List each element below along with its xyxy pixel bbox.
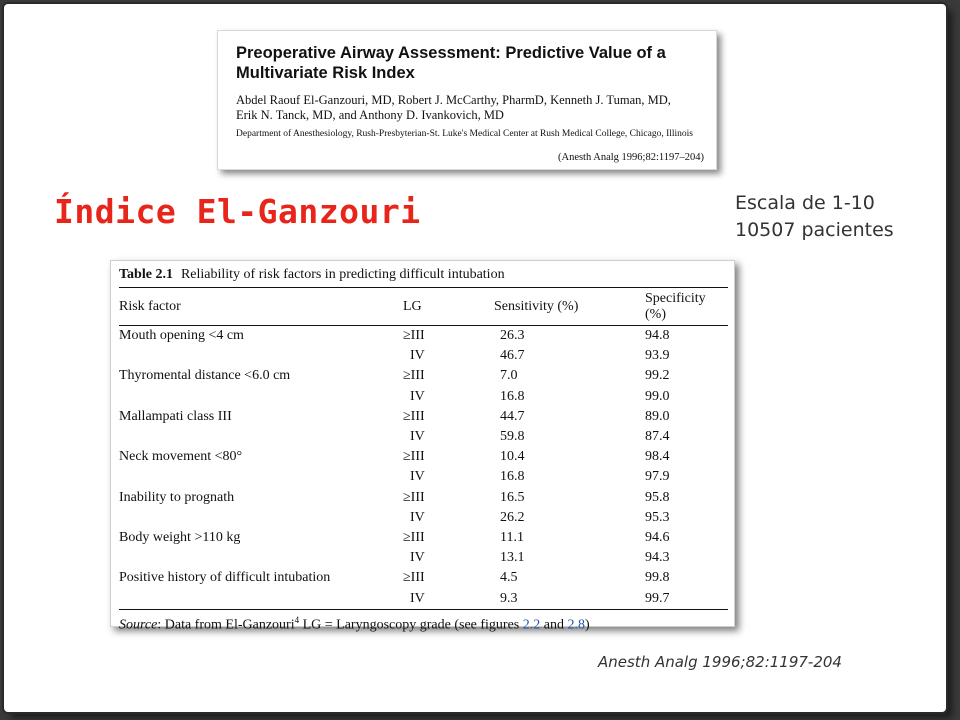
- cell-risk-factor: [119, 548, 403, 568]
- cell-specificity: 99.8: [645, 570, 670, 586]
- cell-specificity: 89.0: [645, 408, 670, 424]
- cell-specificity: 94.6: [645, 529, 670, 545]
- paper-authors-line2: Erik N. Tanck, MD, and Anthony D. Ivankovich, MD: [236, 108, 504, 122]
- table-row: [119, 407, 728, 427]
- source-rest: LG = Laryngoscopy grade (see figures: [299, 617, 523, 633]
- table-figure: [110, 260, 735, 633]
- header-lg: LG: [403, 288, 494, 326]
- paper-citation: (Anesth Analg 1996;82:1197–204): [557, 152, 704, 163]
- cell-risk-factor: [119, 508, 403, 528]
- cell-sensitivity: 7.0: [500, 368, 518, 384]
- cell-specificity: 87.4: [645, 429, 670, 445]
- risk-factor-table: [119, 287, 728, 610]
- header-specificity: Specificity (%): [645, 288, 728, 326]
- cell-sensitivity: 44.7: [500, 408, 525, 424]
- cell-specificity: 99.0: [645, 388, 670, 404]
- table-row: [119, 447, 728, 467]
- table-row: [119, 528, 728, 548]
- cell-risk-factor: [119, 346, 403, 366]
- table-label: Table 2.1: [119, 267, 173, 282]
- table-row: [119, 588, 728, 609]
- cell-lg: IV: [410, 348, 425, 364]
- table-header-row: [119, 288, 728, 326]
- cell-risk-factor: Mouth opening <4 cm: [119, 328, 244, 344]
- cell-lg: IV: [410, 388, 425, 404]
- cell-specificity: 99.7: [645, 588, 728, 609]
- cell-sensitivity: 26.3: [500, 328, 525, 344]
- cell-specificity: 95.3: [645, 509, 670, 525]
- source-ref: 4: [294, 614, 300, 625]
- note-patients: 10507 pacientes: [735, 219, 894, 241]
- cell-lg: IV: [410, 550, 425, 566]
- cell-sensitivity: 10.4: [500, 449, 525, 465]
- table-row: [119, 568, 728, 588]
- paper-authors-line1: Abdel Raouf El-Ganzouri, MD, Robert J. McCarthy, PharmD, Kenneth J. Tuman, MD,: [236, 93, 671, 107]
- table-row: [119, 508, 728, 528]
- paper-authors: [236, 93, 698, 123]
- cell-risk-factor: Thyromental distance <6.0 cm: [119, 368, 291, 384]
- cell-specificity: 94.8: [645, 328, 670, 344]
- cell-sensitivity: 4.5: [500, 570, 518, 586]
- figure-link-2-8[interactable]: 2.8: [567, 617, 585, 633]
- cell-lg: ≥III: [403, 408, 425, 424]
- cell-risk-factor: [119, 588, 403, 609]
- table-source: [119, 610, 728, 634]
- cell-lg: IV: [410, 469, 425, 485]
- paper-department: Department of Anesthesiology, Rush-Presbyterian-St. Luke's Medical Center at Rush Medical College, Chicago, Illinois: [236, 129, 694, 139]
- table-caption: [119, 265, 728, 285]
- cell-lg: ≥III: [403, 570, 425, 586]
- cell-sensitivity: 59.8: [500, 429, 525, 445]
- cell-lg: IV: [403, 588, 494, 609]
- cell-specificity: 99.2: [645, 368, 670, 384]
- cell-specificity: 98.4: [645, 449, 670, 465]
- cell-sensitivity: 16.8: [500, 388, 525, 404]
- table-body: [119, 326, 728, 610]
- table-row: [119, 427, 728, 447]
- header-sensitivity: Sensitivity (%): [494, 288, 645, 326]
- cell-sensitivity: 9.3: [494, 588, 645, 609]
- cell-risk-factor: [119, 467, 403, 487]
- table-row: [119, 467, 728, 487]
- cell-risk-factor: Inability to prognath: [119, 489, 235, 505]
- slide-reference: Anesth Analg 1996;82:1197-204: [598, 653, 842, 671]
- cell-risk-factor: [119, 427, 403, 447]
- table-row: [119, 387, 728, 407]
- cell-sensitivity: 16.5: [500, 489, 525, 505]
- cell-lg: IV: [410, 509, 425, 525]
- cell-risk-factor: Mallampati class III: [119, 408, 232, 424]
- cell-sensitivity: 13.1: [500, 550, 525, 566]
- table-row: [119, 346, 728, 366]
- source-close: ): [584, 617, 590, 633]
- figure-link-2-2[interactable]: 2.2: [522, 617, 541, 633]
- cell-specificity: 97.9: [645, 469, 670, 485]
- slide-title: Índice El-Ganzouri: [54, 192, 421, 231]
- cell-sensitivity: 46.7: [500, 348, 525, 364]
- paper-title: Preoperative Airway Assessment: Predictive Value of a Multivariate Risk Index: [236, 44, 666, 82]
- cell-specificity: 95.8: [645, 489, 670, 505]
- cell-specificity: 94.3: [645, 550, 670, 566]
- cell-specificity: 93.9: [645, 348, 670, 364]
- cell-risk-factor: Body weight >110 kg: [119, 529, 241, 545]
- note-scale: Escala de 1-10: [735, 192, 875, 214]
- slide-note: [735, 190, 894, 244]
- cell-sensitivity: 26.2: [500, 509, 525, 525]
- cell-lg: ≥III: [403, 529, 425, 545]
- header-risk-factor: Risk factor: [119, 288, 403, 326]
- cell-sensitivity: 11.1: [500, 529, 524, 545]
- cell-lg: ≥III: [403, 489, 425, 505]
- table-row: [119, 548, 728, 568]
- paper-header-excerpt: [217, 30, 717, 170]
- source-and: and: [540, 617, 568, 633]
- cell-lg: IV: [410, 429, 425, 445]
- table-caption-text: Reliability of risk factors in predicting difficult intubation: [180, 267, 505, 282]
- cell-lg: ≥III: [403, 328, 425, 344]
- table-row: [119, 326, 728, 347]
- cell-lg: ≥III: [403, 449, 425, 465]
- slide: [4, 4, 946, 712]
- table-row: [119, 366, 728, 386]
- table-row: [119, 488, 728, 508]
- cell-sensitivity: 16.8: [500, 469, 525, 485]
- cell-risk-factor: [119, 387, 403, 407]
- source-label: Source: [119, 617, 158, 633]
- cell-lg: ≥III: [403, 368, 425, 384]
- cell-risk-factor: Positive history of difficult intubation: [119, 570, 331, 586]
- source-text: : Data from El-Ganzouri: [157, 617, 295, 633]
- cell-risk-factor: Neck movement <80°: [119, 449, 243, 465]
